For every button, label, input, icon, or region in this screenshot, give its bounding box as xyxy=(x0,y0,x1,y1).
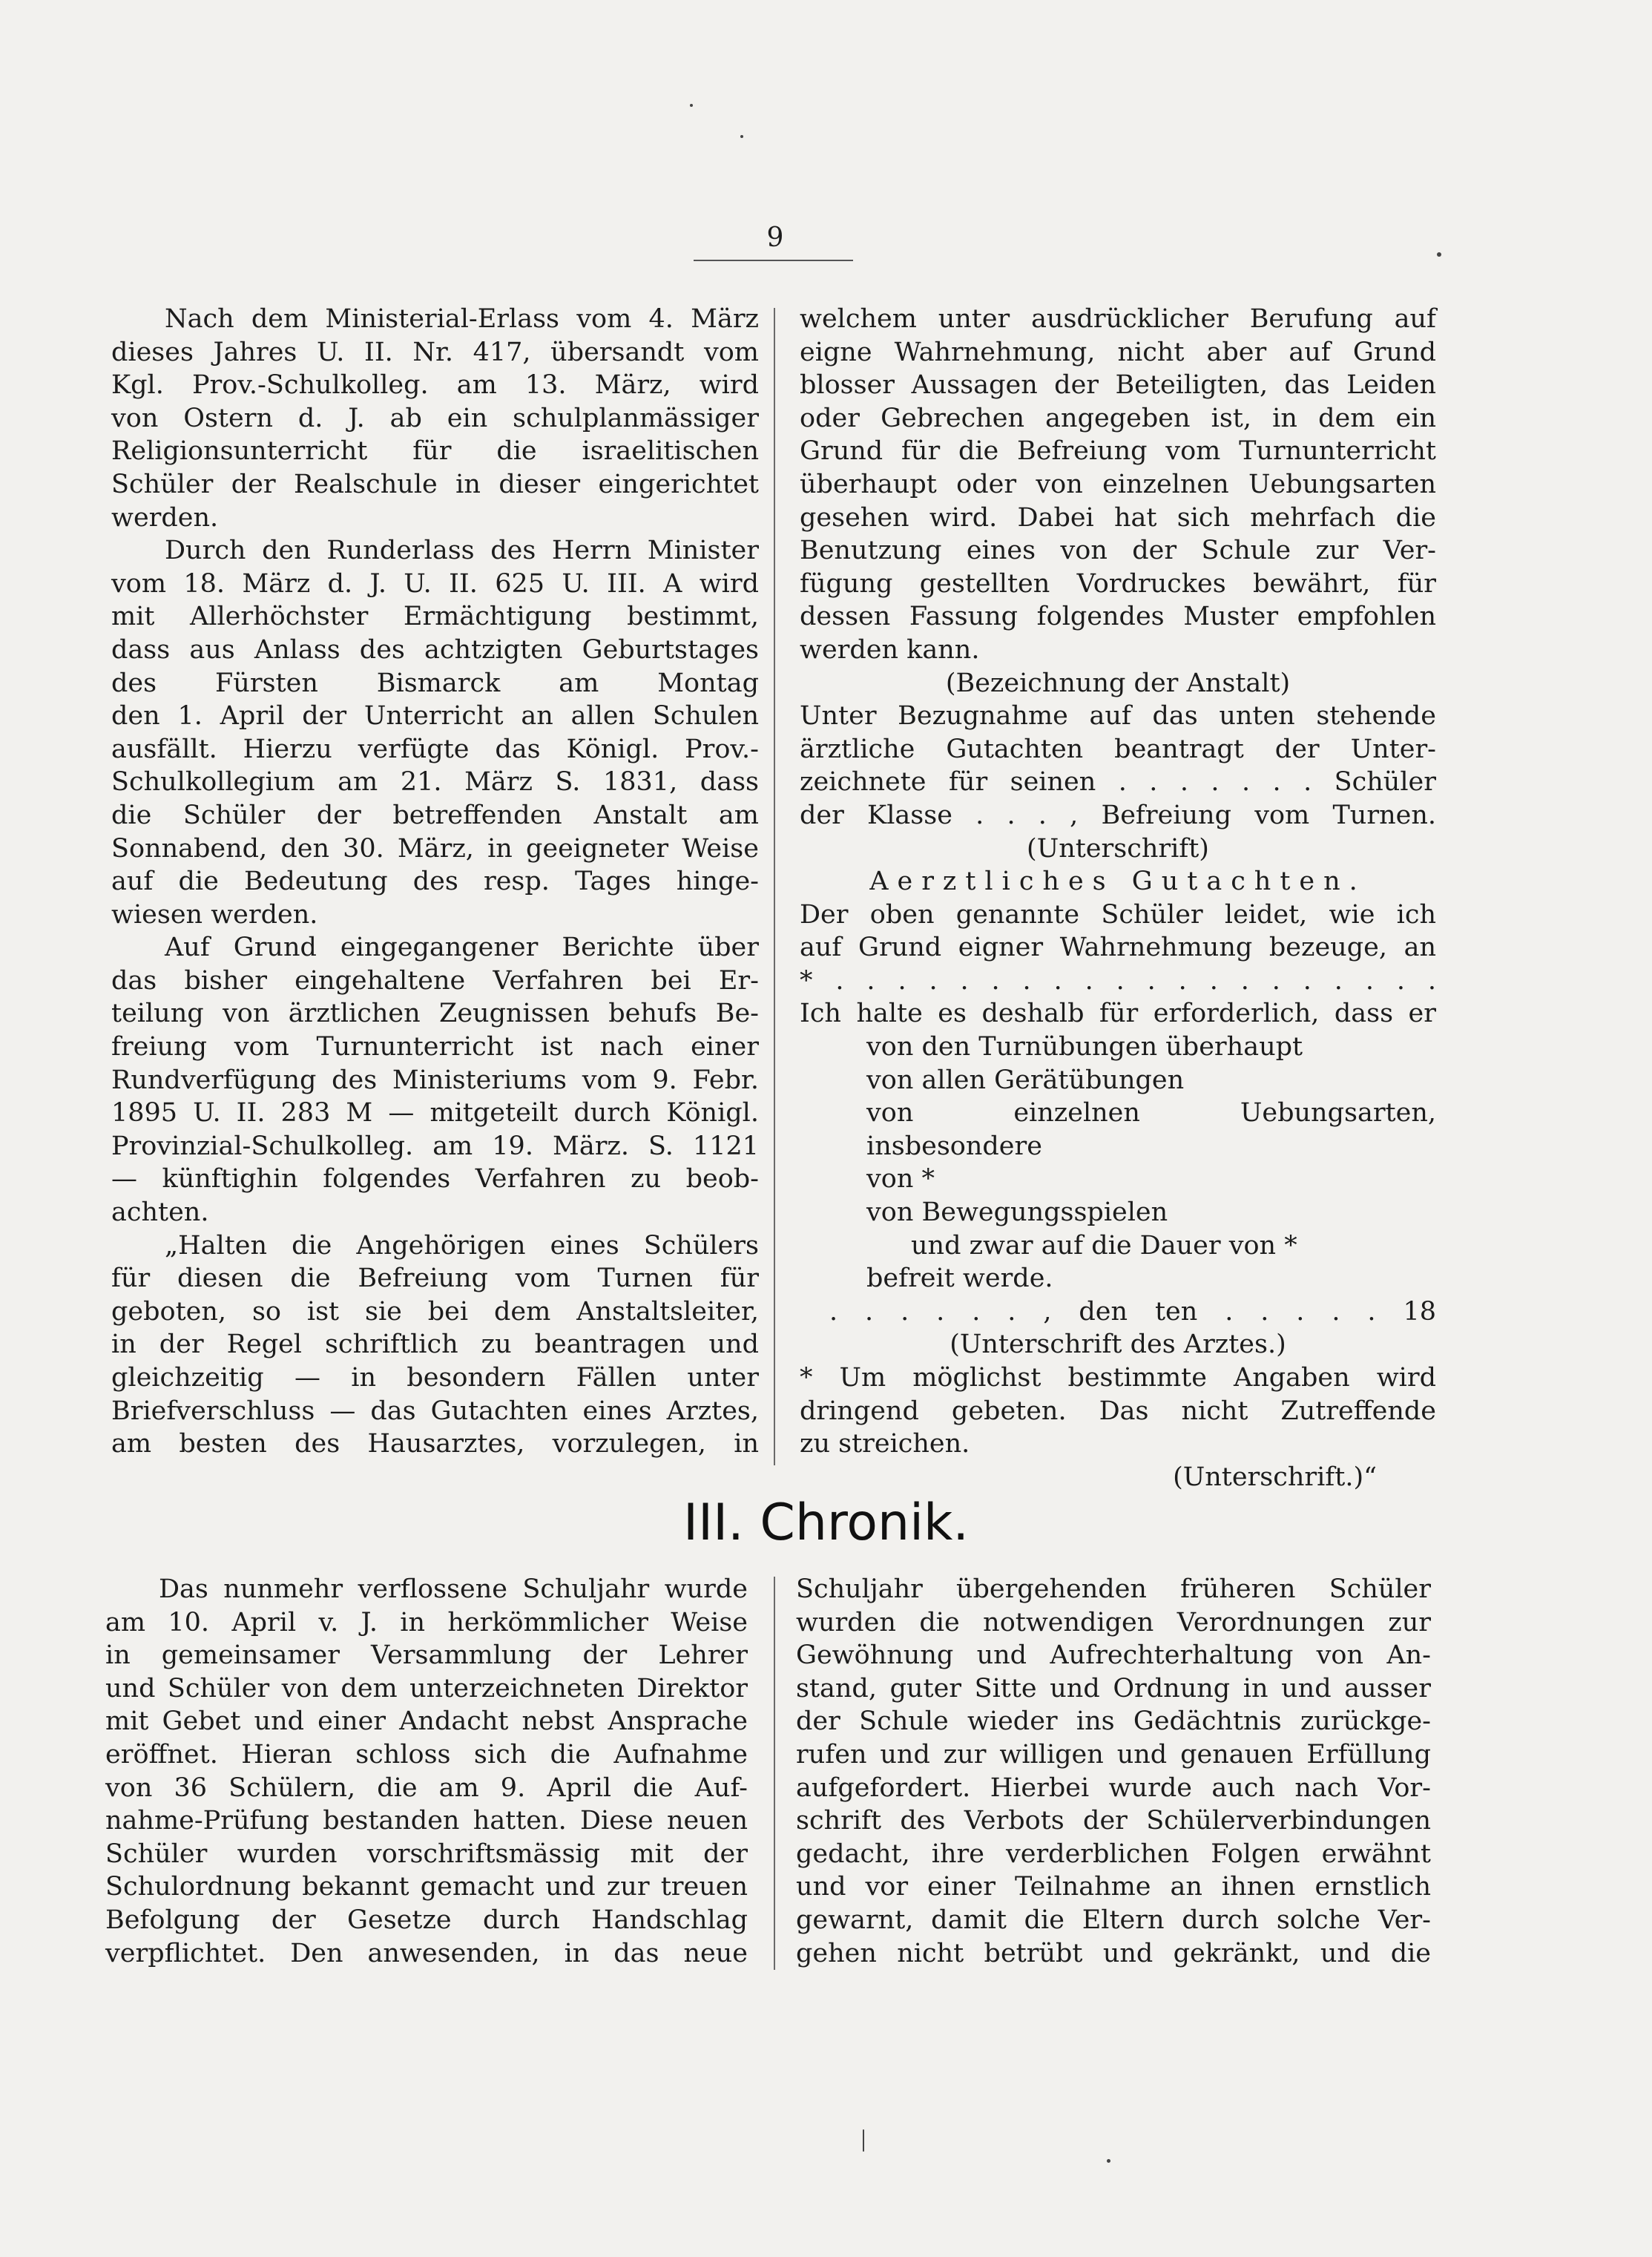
text-line: dieses Jahres U. II. Nr. 417, übersandt vom xyxy=(111,337,759,367)
text-line: zeichnete für seinen . . . . . . . Schüler xyxy=(800,767,1436,798)
option-line: und zwar auf die Dauer von * xyxy=(911,1230,1297,1261)
paragraph-religion-instruction xyxy=(111,303,759,534)
date-line: . . . . . . , den ten . . . . . 18 xyxy=(829,1296,1436,1327)
text-line: zu streichen. xyxy=(800,1429,970,1459)
column-divider-top xyxy=(774,308,775,1465)
text-line: gehen nicht betrübt und gekränkt, und die xyxy=(796,1938,1431,1968)
text-line: gedacht, ihre verderblichen Folgen erwähnt xyxy=(796,1839,1431,1869)
option-line: von den Turnübungen überhaupt xyxy=(866,1032,1303,1062)
text-line: der Klasse . . . , Befreiung vom Turnen. xyxy=(800,800,1436,830)
text-line: gesehen wird. Dabei hat sich mehrfach die xyxy=(800,502,1436,533)
text-line: Briefverschluss — das Gutachten eines Arztes, xyxy=(111,1396,759,1426)
text-line: stand, guter Sitte und Ordnung in und ausser xyxy=(796,1673,1431,1704)
text-line: des Fürsten Bismarck am Montag xyxy=(111,668,759,698)
text-line: werden. xyxy=(111,502,219,533)
text-line: den 1. April der Unterricht an allen Schulen xyxy=(111,701,759,732)
text-line: fügung gestellten Vordruckes bewährt, für xyxy=(800,568,1436,599)
text-line: Durch den Runderlass des Herrn Minister xyxy=(165,536,759,566)
option-line: befreit werde. xyxy=(866,1264,1053,1294)
option-line: von allen Gerätübungen xyxy=(866,1065,1185,1095)
option-line: von einzelnen Uebungsarten, insbesondere xyxy=(866,1098,1436,1161)
text-line: auf Grund eigner Wahrnehmung bezeuge, an xyxy=(800,933,1436,963)
text-line: wiesen werden. xyxy=(111,899,318,930)
page-number: 9 xyxy=(766,223,784,253)
text-line: Schüler wurden vorschriftsmässig mit der xyxy=(105,1839,748,1869)
text-line: Unter Bezugnahme auf das unten stehende xyxy=(800,701,1436,732)
text-line: eröffnet. Hieran schloss sich die Aufnahme xyxy=(105,1739,748,1770)
paper-speck xyxy=(1107,2159,1110,2163)
text-line: ausfällt. Hierzu verfügte das Königl. Prov.- xyxy=(111,734,759,764)
text-line: schrift des Verbots der Schülerverbindungen xyxy=(796,1806,1431,1836)
text-line: Benutzung eines von der Schule zur Ver- xyxy=(800,536,1436,566)
text-line: rufen und zur willigen und genauen Erfüllung xyxy=(796,1739,1431,1770)
text-line: Provinzial-Schulkolleg. am 19. März. S. 1121 xyxy=(111,1131,759,1161)
doctor-signature-label: (Unterschrift des Arztes.) xyxy=(950,1330,1286,1360)
text-line: freiung vom Turnunterricht ist nach einer xyxy=(111,1032,759,1062)
section-heading: III. Chronik. xyxy=(682,1494,970,1552)
form-institution-label: (Bezeichnung der Anstalt) xyxy=(945,668,1291,698)
text-line: für diesen die Befreiung vom Turnen für xyxy=(111,1264,759,1294)
text-line: Rundverfügung des Ministeriums vom 9. Febr. xyxy=(111,1065,759,1095)
footnote xyxy=(800,1361,1436,1461)
text-line: Ich halte es deshalb für erforderlich, dass er xyxy=(800,999,1436,1029)
text-line: wurden die notwendigen Verordnungen zur xyxy=(796,1607,1431,1637)
text-line: von Ostern d. J. ab ein schulplanmässiger xyxy=(111,403,759,433)
option-line: von * xyxy=(866,1164,935,1195)
paragraph-quoted-procedure xyxy=(111,1229,759,1461)
text-line: und Schüler von dem unterzeichneten Direktor xyxy=(105,1673,748,1704)
option-line: von Bewegungsspielen xyxy=(866,1198,1168,1228)
form-signature-label: (Unterschrift) xyxy=(1027,833,1209,864)
text-line: ärztliche Gutachten beantragt der Unter- xyxy=(800,734,1436,764)
text-line: dass aus Anlass des achtzigten Geburtstages xyxy=(111,634,759,665)
text-line: werden kann. xyxy=(800,634,980,665)
text-line: in der Regel schriftlich zu beantragen und xyxy=(111,1330,759,1360)
paragraph-medical-certificates xyxy=(111,931,759,1229)
text-line: Religionsunterricht für die israelitischen xyxy=(111,436,759,467)
paper-speck xyxy=(1437,252,1441,257)
paragraph-form-intro xyxy=(800,303,1436,667)
text-line: blosser Aussagen der Beteiligten, das Leiden xyxy=(800,370,1436,401)
text-line: verpflichtet. Den anwesenden, in das neue xyxy=(105,1938,748,1968)
opinion-text xyxy=(800,898,1436,1031)
text-line: Das nunmehr verflossene Schuljahr wurde xyxy=(159,1574,748,1604)
top-left-column xyxy=(111,303,759,1461)
paragraph-bismarck-birthday xyxy=(111,534,759,931)
text-line: achten. xyxy=(111,1198,209,1228)
text-line: Befolgung der Gesetze durch Handschlag xyxy=(105,1905,748,1935)
text-line: und vor einer Teilnahme an ihnen ernstlich xyxy=(796,1872,1431,1902)
text-line: von 36 Schülern, die am 9. April die Auf- xyxy=(105,1773,748,1803)
page-number-rule xyxy=(694,260,853,261)
paper-speck xyxy=(740,135,743,138)
text-line: geboten, so ist sie bei dem Anstaltsleiter, xyxy=(111,1296,759,1327)
text-line: mit Allerhöchster Ermächtigung bestimmt, xyxy=(111,602,759,632)
text-line: überhaupt oder von einzelnen Uebungsarten xyxy=(800,469,1436,499)
text-line: — künftighin folgendes Verfahren zu beob- xyxy=(111,1164,759,1195)
text-line: am 10. April v. J. in herkömmlicher Weise xyxy=(105,1607,748,1637)
text-line: vom 18. März d. J. U. II. 625 U. III. A wird xyxy=(111,568,759,599)
text-line: am besten des Hausarztes, vorzulegen, in xyxy=(111,1429,759,1459)
opinion-heading: Aerztliches Gutachten. xyxy=(869,867,1366,897)
text-line: * Um möglichst bestimmte Angaben wird xyxy=(800,1363,1436,1393)
text-line: Grund für die Befreiung vom Turnunterricht xyxy=(800,436,1436,467)
text-line: nahme-Prüfung bestanden hatten. Diese neuen xyxy=(105,1806,748,1836)
text-line: in gemeinsamer Versammlung der Lehrer xyxy=(105,1640,748,1671)
text-line: 1895 U. II. 283 M — mitgeteilt durch Königl. xyxy=(111,1098,759,1128)
text-line: welchem unter ausdrücklicher Berufung auf xyxy=(800,304,1436,334)
text-line: Auf Grund eingegangener Berichte über xyxy=(165,933,759,963)
final-signature-label: (Unterschrift.)“ xyxy=(1173,1462,1377,1492)
text-line: Schulkollegium am 21. März S. 1831, dass xyxy=(111,767,759,798)
text-line: gewarnt, damit die Eltern durch solche Ver- xyxy=(796,1905,1431,1935)
text-line: „Halten die Angehörigen eines Schülers xyxy=(165,1230,759,1261)
text-line: die Schüler der betreffenden Anstalt am xyxy=(111,800,759,830)
text-line: Nach dem Ministerial-Erlass vom 4. März xyxy=(165,304,759,334)
text-line: eigne Wahrnehmung, nicht aber auf Grund xyxy=(800,337,1436,367)
text-line: dessen Fassung folgendes Muster empfohlen xyxy=(800,602,1436,632)
text-line: oder Gebrechen angegeben ist, in dem ein xyxy=(800,403,1436,433)
text-line: der Schule wieder ins Gedächtnis zurückge- xyxy=(796,1706,1431,1737)
text-line: Schulordnung bekannt gemacht und zur treuen xyxy=(105,1872,748,1902)
form-request xyxy=(800,700,1436,832)
text-line: Der oben genannte Schüler leidet, wie ich xyxy=(800,899,1436,930)
text-line: Sonnabend, den 30. März, in geeigneter Weise xyxy=(111,833,759,864)
bottom-right-column xyxy=(796,1573,1431,1970)
text-line: Schuljahr übergehenden früheren Schüler xyxy=(796,1574,1431,1604)
column-divider-bottom xyxy=(774,1577,775,1970)
paper-speck xyxy=(690,104,693,107)
text-line: aufgefordert. Hierbei wurde auch nach Vor- xyxy=(796,1773,1431,1803)
bottom-left-column xyxy=(105,1573,748,1970)
text-line: auf die Bedeutung des resp. Tages hinge- xyxy=(111,867,759,897)
text-line: Kgl. Prov.-Schulkolleg. am 13. März, wird xyxy=(111,370,759,401)
text-line: Schüler der Realschule in dieser eingerichtet xyxy=(111,469,759,499)
text-line: gleichzeitig — in besondern Fällen unter xyxy=(111,1363,759,1393)
text-line: teilung von ärztlichen Zeugnissen behufs Be- xyxy=(111,999,759,1029)
text-line: dringend gebeten. Das nicht Zutreffende xyxy=(800,1396,1436,1426)
exemption-options xyxy=(800,1031,1436,1295)
top-right-column xyxy=(800,303,1436,1494)
text-line: * . . . . . . . . . . . . . . . . . . . . xyxy=(800,965,1436,996)
text-line: das bisher eingehaltene Verfahren bei Er- xyxy=(111,965,759,996)
text-line: Gewöhnung und Aufrechterhaltung von An- xyxy=(796,1640,1431,1671)
paper-speck xyxy=(863,2129,864,2152)
text-line: mit Gebet und einer Andacht nebst Ansprache xyxy=(105,1706,748,1737)
